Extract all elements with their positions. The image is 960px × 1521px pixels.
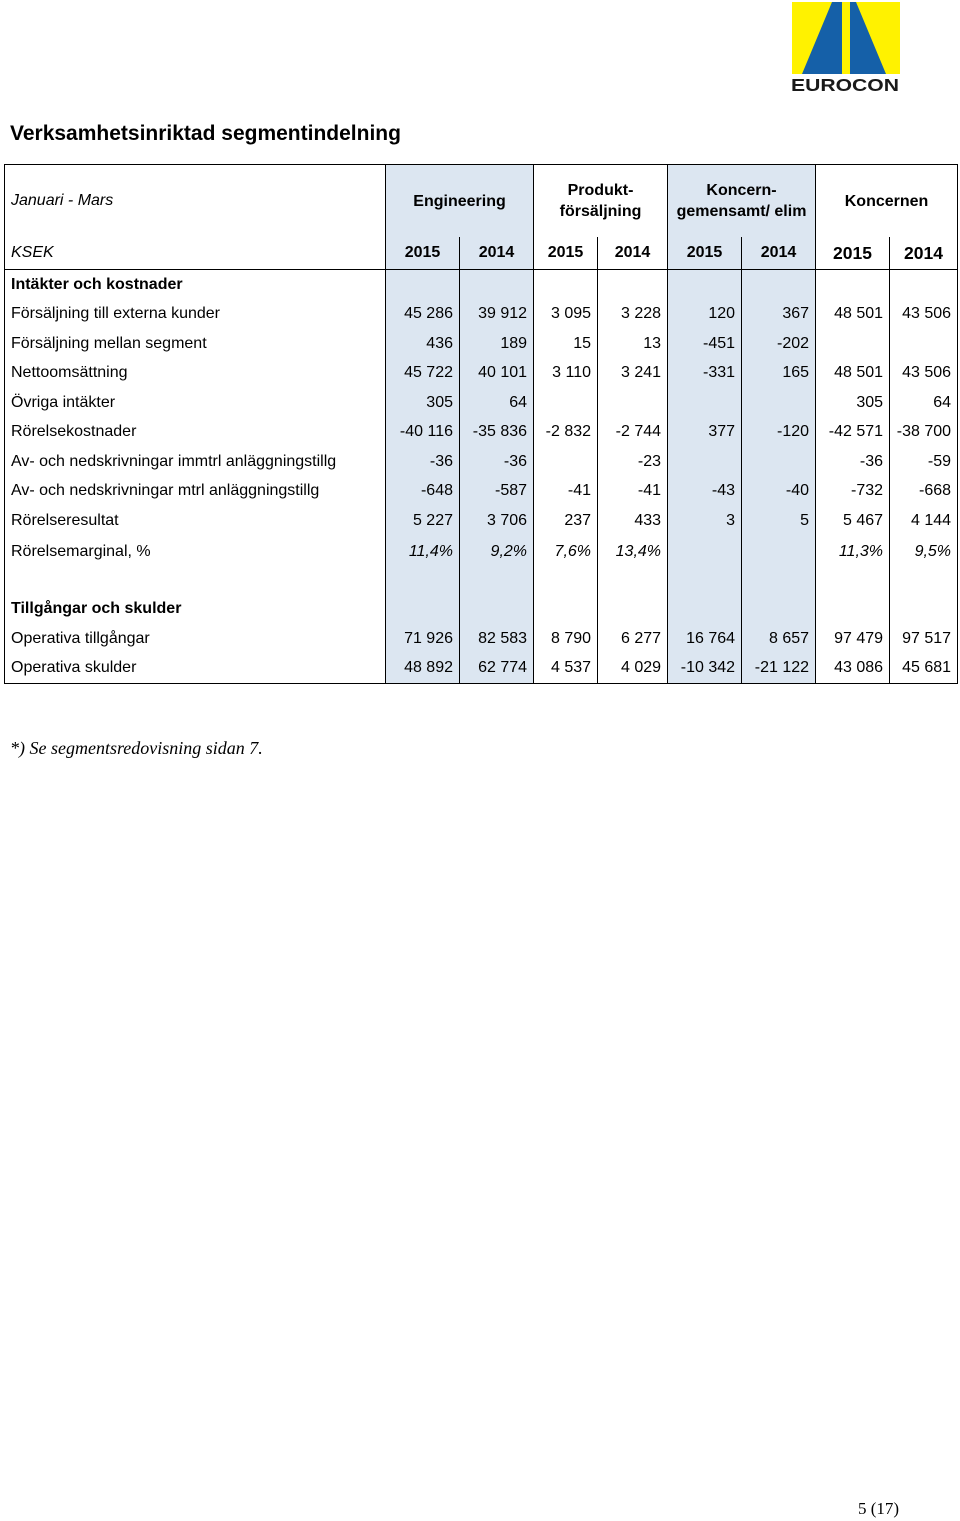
row-label: Försäljning till externa kunder (5, 300, 386, 330)
value-cell: 189 (460, 329, 534, 359)
value-cell: 5 467 (816, 506, 890, 536)
value-cell: 48 892 (386, 654, 460, 684)
table-row (5, 329, 958, 359)
value-cell: 3 241 (598, 359, 668, 389)
value-cell: 4 144 (890, 506, 958, 536)
value-cell: -36 (816, 447, 890, 477)
value-cell: -21 122 (742, 654, 816, 684)
empty-cell (816, 270, 890, 300)
value-cell: 8 790 (534, 624, 598, 654)
value-cell: 62 774 (460, 654, 534, 684)
empty-cell (534, 569, 598, 595)
table-row (5, 359, 958, 389)
empty-cell (890, 569, 958, 595)
value-cell: -2 744 (598, 418, 668, 448)
spacer-row (5, 569, 958, 595)
row-label: Rörelsekostnader (5, 418, 386, 448)
value-cell: 3 (668, 506, 742, 536)
value-cell: 436 (386, 329, 460, 359)
value-cell: 4 537 (534, 654, 598, 684)
value-cell: -10 342 (668, 654, 742, 684)
row-label: Försäljning mellan segment (5, 329, 386, 359)
value-cell: 305 (816, 388, 890, 418)
value-cell: -41 (598, 477, 668, 507)
value-cell: 5 (742, 506, 816, 536)
year-cell: 2014 (742, 237, 816, 270)
value-cell (668, 388, 742, 418)
empty-cell (386, 569, 460, 595)
value-cell: -451 (668, 329, 742, 359)
empty-cell (598, 270, 668, 300)
value-cell: 3 228 (598, 300, 668, 330)
value-cell (534, 447, 598, 477)
value-cell: 97 479 (816, 624, 890, 654)
empty-cell (5, 569, 386, 595)
value-cell: 45 722 (386, 359, 460, 389)
table-row (5, 506, 958, 536)
value-cell: 9,5% (890, 536, 958, 569)
section-assets-row (5, 595, 958, 625)
value-cell: 7,6% (534, 536, 598, 569)
empty-cell (598, 595, 668, 625)
page-title: Verksamhetsinriktad segmentindelning (10, 122, 401, 145)
value-cell: -120 (742, 418, 816, 448)
value-cell: -587 (460, 477, 534, 507)
empty-cell (890, 595, 958, 625)
empty-cell (668, 270, 742, 300)
value-cell: -35 836 (460, 418, 534, 448)
year-cell: 2015 (816, 237, 890, 270)
value-cell: 13,4% (598, 536, 668, 569)
empty-cell (668, 595, 742, 625)
year-cell: 2014 (598, 237, 668, 270)
value-cell (816, 329, 890, 359)
empty-cell (460, 569, 534, 595)
value-cell: 6 277 (598, 624, 668, 654)
value-cell (890, 329, 958, 359)
empty-cell (742, 595, 816, 625)
empty-cell (742, 569, 816, 595)
row-label: Nettoomsättning (5, 359, 386, 389)
value-cell (742, 536, 816, 569)
section-income-row (5, 270, 958, 300)
value-cell: 237 (534, 506, 598, 536)
value-cell: 48 501 (816, 300, 890, 330)
row-label: Övriga intäkter (5, 388, 386, 418)
value-cell: 43 506 (890, 300, 958, 330)
value-cell: 367 (742, 300, 816, 330)
value-cell: 43 506 (890, 359, 958, 389)
segment-header-engineering: Engineering (386, 165, 534, 238)
value-cell: 3 095 (534, 300, 598, 330)
value-cell: -43 (668, 477, 742, 507)
value-cell: -668 (890, 477, 958, 507)
section-label: Intäkter och kostnader (5, 270, 386, 300)
value-cell: -41 (534, 477, 598, 507)
value-cell: 64 (460, 388, 534, 418)
row-label: Av- och nedskrivningar mtrl anläggningstillg (5, 477, 386, 507)
empty-cell (742, 270, 816, 300)
value-cell: 40 101 (460, 359, 534, 389)
value-cell: -202 (742, 329, 816, 359)
year-cell: 2015 (386, 237, 460, 270)
table-row (5, 300, 958, 330)
empty-cell (460, 270, 534, 300)
value-cell: 9,2% (460, 536, 534, 569)
unit-label: KSEK (5, 237, 386, 270)
value-cell: 305 (386, 388, 460, 418)
year-cell: 2014 (460, 237, 534, 270)
value-cell: 433 (598, 506, 668, 536)
value-cell: 71 926 (386, 624, 460, 654)
table-row (5, 388, 958, 418)
table-row (5, 536, 958, 569)
value-cell (742, 447, 816, 477)
value-cell: -36 (460, 447, 534, 477)
value-cell: 13 (598, 329, 668, 359)
year-cell: 2014 (890, 237, 958, 270)
segment-header-produktforsaljning: Produkt-försäljning (534, 165, 668, 238)
value-cell: -2 832 (534, 418, 598, 448)
value-cell (668, 536, 742, 569)
segment-header-koncerngemensamt: Koncern-gemensamt/ elim (668, 165, 816, 238)
value-cell: 4 029 (598, 654, 668, 684)
value-cell: -59 (890, 447, 958, 477)
row-label: Av- och nedskrivningar immtrl anläggningstillg (5, 447, 386, 477)
eurocon-logo (788, 0, 902, 94)
value-cell: -732 (816, 477, 890, 507)
value-cell: 64 (890, 388, 958, 418)
value-cell: 5 227 (386, 506, 460, 536)
value-cell: 120 (668, 300, 742, 330)
value-cell: -38 700 (890, 418, 958, 448)
table-row (5, 477, 958, 507)
year-cell: 2015 (668, 237, 742, 270)
value-cell: 39 912 (460, 300, 534, 330)
value-cell: -23 (598, 447, 668, 477)
row-label: Rörelseresultat (5, 506, 386, 536)
value-cell: 377 (668, 418, 742, 448)
segment-header-row (5, 165, 958, 238)
segment-header-koncernen: Koncernen (816, 165, 958, 238)
section-label: Tillgångar och skulder (5, 595, 386, 625)
value-cell: 3 110 (534, 359, 598, 389)
value-cell: 82 583 (460, 624, 534, 654)
year-cell: 2015 (534, 237, 598, 270)
logo-text: EUROCON (791, 75, 899, 94)
empty-cell (460, 595, 534, 625)
segment-table (4, 164, 958, 684)
value-cell: 11,4% (386, 536, 460, 569)
value-cell: -36 (386, 447, 460, 477)
empty-cell (816, 595, 890, 625)
table-row (5, 447, 958, 477)
page-number: 5 (17) (858, 1499, 900, 1518)
value-cell: 43 086 (816, 654, 890, 684)
value-cell: -40 116 (386, 418, 460, 448)
empty-cell (890, 270, 958, 300)
value-cell: 48 501 (816, 359, 890, 389)
value-cell: -648 (386, 477, 460, 507)
empty-cell (386, 270, 460, 300)
value-cell: 11,3% (816, 536, 890, 569)
empty-cell (816, 569, 890, 595)
value-cell: 8 657 (742, 624, 816, 654)
year-header-row (5, 237, 958, 270)
value-cell (598, 388, 668, 418)
value-cell: 45 681 (890, 654, 958, 684)
value-cell: 3 706 (460, 506, 534, 536)
value-cell: 15 (534, 329, 598, 359)
empty-cell (534, 595, 598, 625)
footnote: *) Se segmentsredovisning sidan 7. (10, 738, 263, 758)
empty-cell (534, 270, 598, 300)
row-label: Operativa tillgångar (5, 624, 386, 654)
row-label: Rörelsemarginal, % (5, 536, 386, 569)
period-label: Januari - Mars (5, 165, 386, 238)
value-cell: -42 571 (816, 418, 890, 448)
value-cell (668, 447, 742, 477)
value-cell (534, 388, 598, 418)
value-cell: -331 (668, 359, 742, 389)
value-cell: 165 (742, 359, 816, 389)
value-cell (742, 388, 816, 418)
value-cell: 16 764 (668, 624, 742, 654)
table-row (5, 624, 958, 654)
row-label: Operativa skulder (5, 654, 386, 684)
empty-cell (386, 595, 460, 625)
value-cell: -40 (742, 477, 816, 507)
value-cell: 97 517 (890, 624, 958, 654)
empty-cell (598, 569, 668, 595)
empty-cell (668, 569, 742, 595)
value-cell: 45 286 (386, 300, 460, 330)
table-row (5, 418, 958, 448)
table-row (5, 654, 958, 684)
